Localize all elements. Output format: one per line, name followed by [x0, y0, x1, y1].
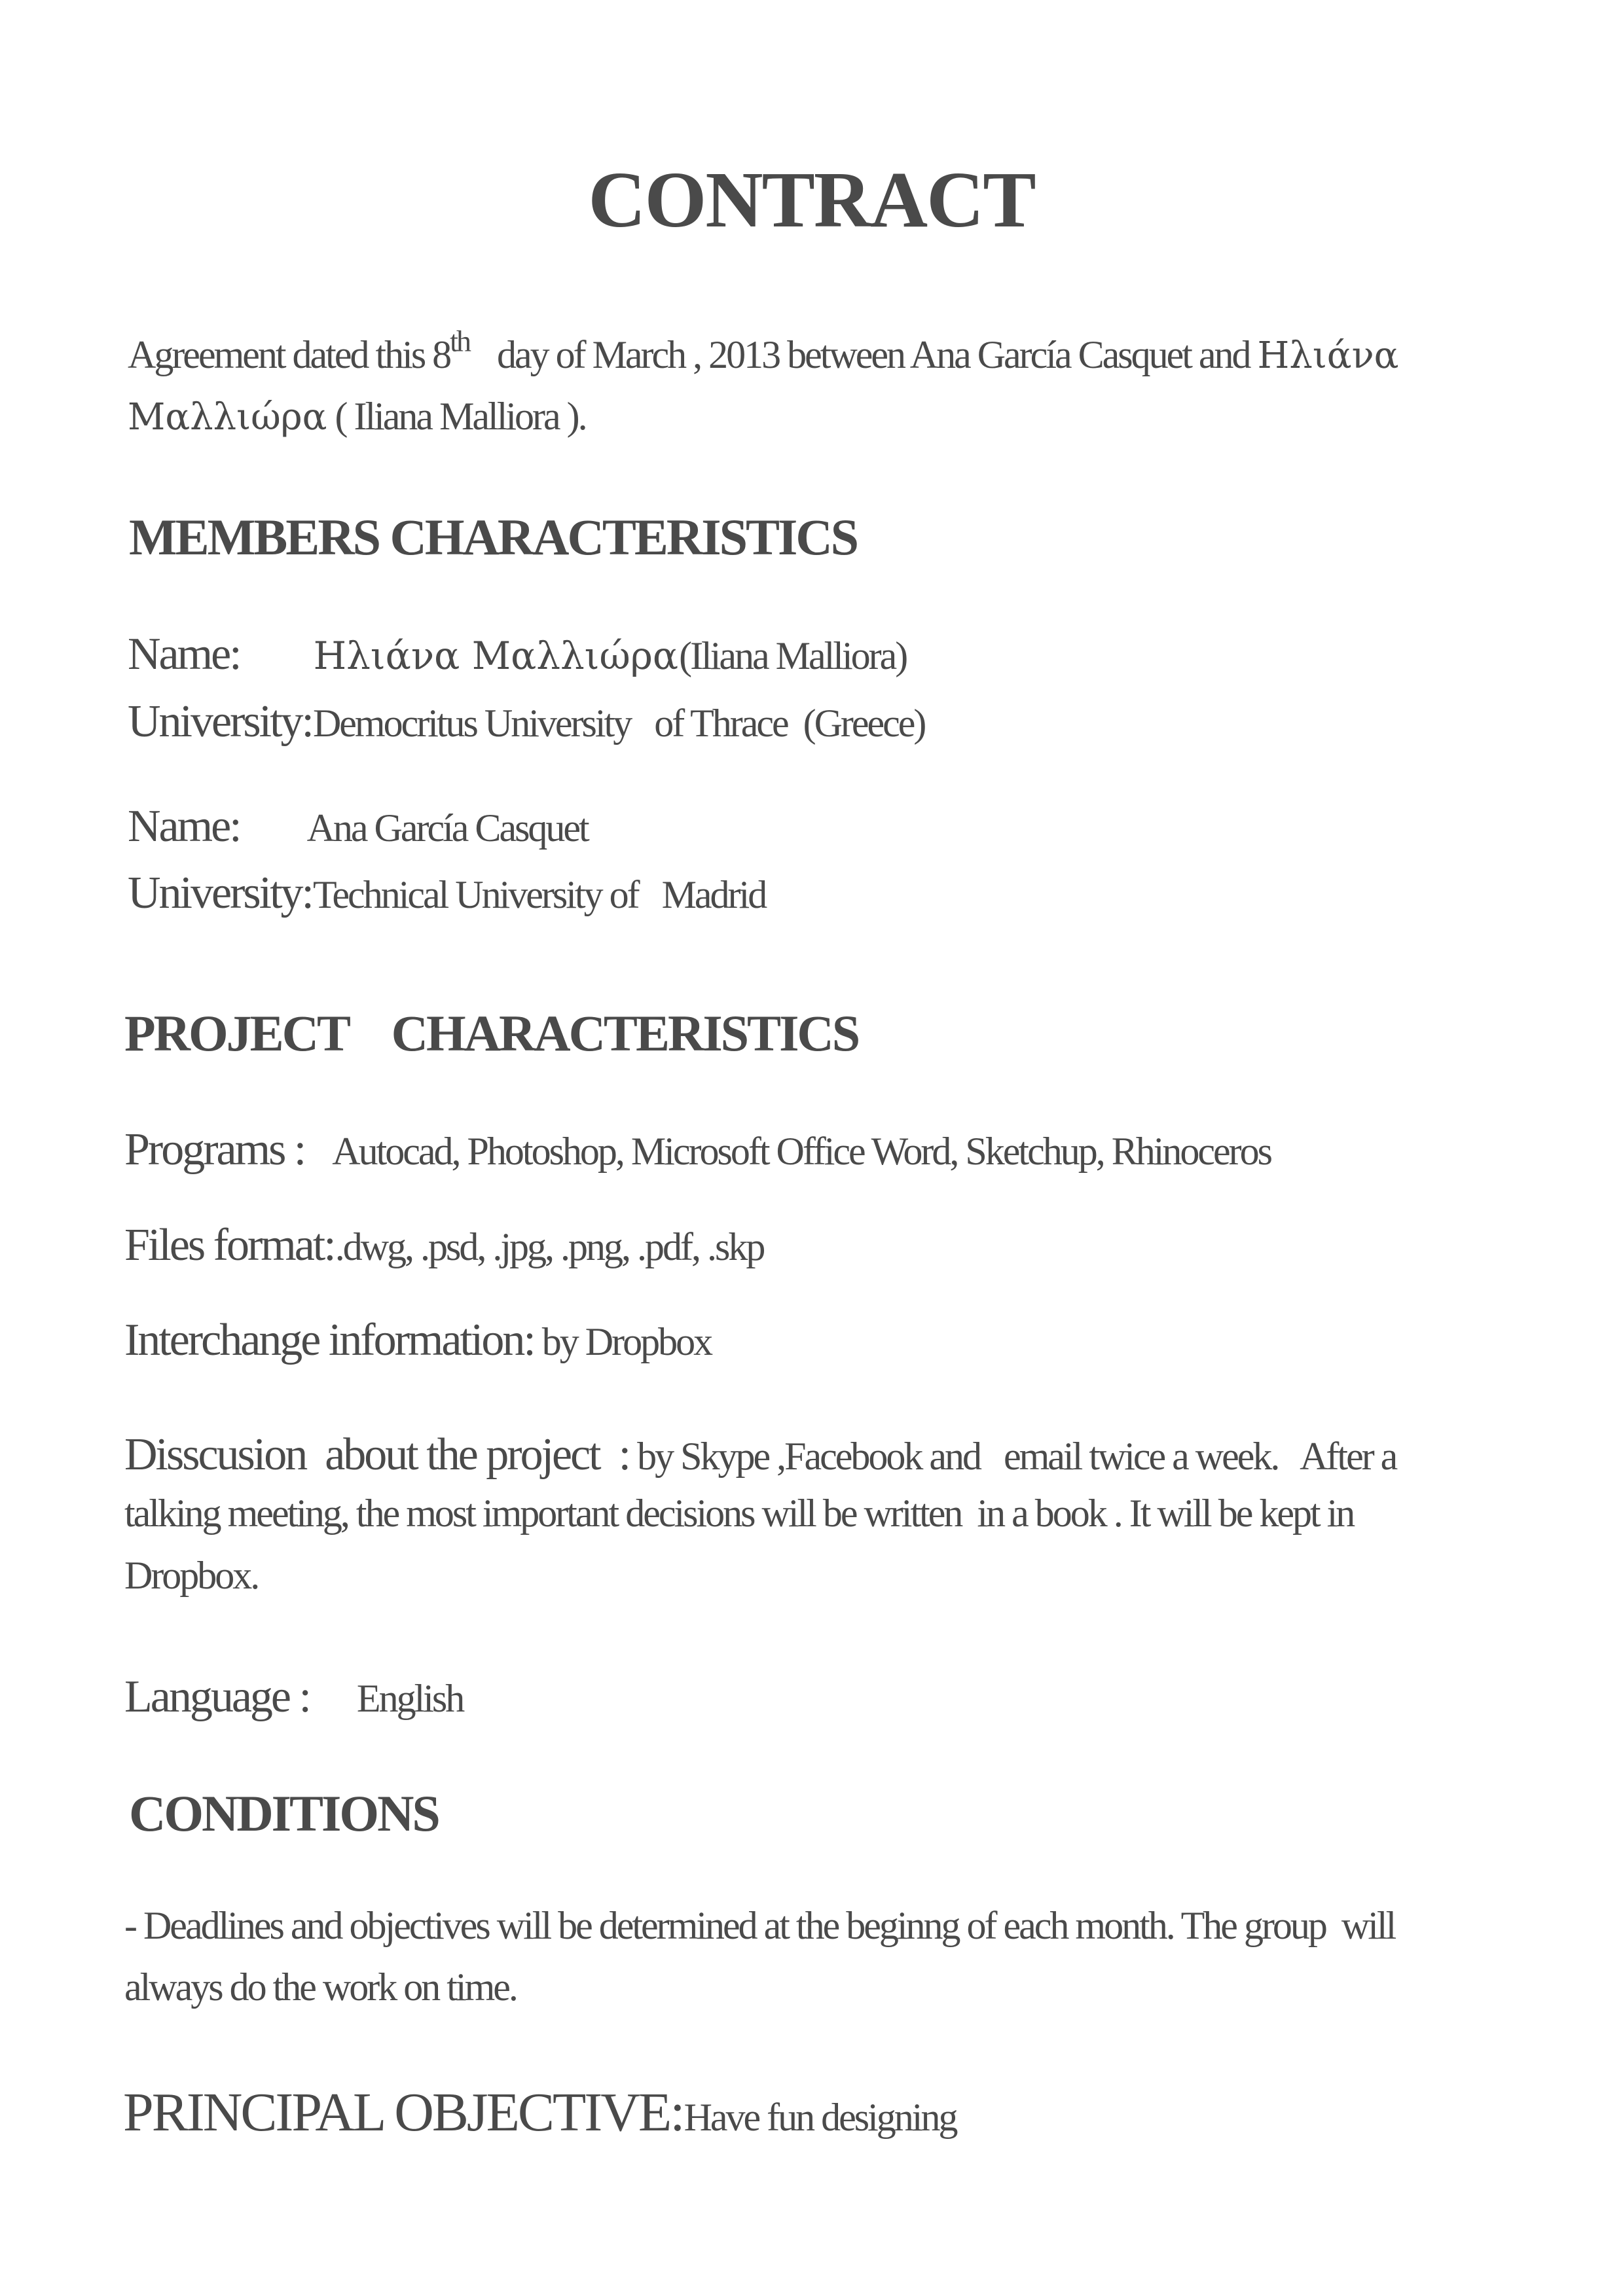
- conditions-heading: CONDITIONS: [129, 1785, 439, 1842]
- agreement-latin-name: ( Iliana Malliora ).: [335, 395, 586, 438]
- conditions-line-1: - Deadlines and objectives will be determined at the beginng of each month. The group will: [124, 1904, 1395, 1947]
- interchange-row: [124, 1315, 712, 1365]
- agreement-mid: day of March , 2013 between Ana García Casquet and: [496, 333, 1250, 376]
- member-1-name-latin: (Iliana Malliora): [679, 634, 907, 677]
- discussion-label: Disscusion about the project :: [124, 1429, 630, 1480]
- conditions-line-2: always do the work on time.: [124, 1965, 517, 2009]
- member-2-name-row: [128, 801, 588, 852]
- files-format-value: .dwg, .psd, .jpg, .png, .pdf, .skp: [335, 1225, 764, 1268]
- agreement-line-1: [128, 324, 1399, 377]
- agreement-day: 8: [432, 333, 450, 376]
- member-1-university-label: University:: [128, 696, 312, 747]
- member-1-university-row: [128, 696, 925, 747]
- agreement-prefix: Agreement dated this: [128, 333, 425, 376]
- page-title: CONTRACT: [588, 156, 1035, 244]
- member-1-name-greek: Ηλιάνα Μαλλιώρα: [313, 634, 679, 678]
- language-value: English: [356, 1677, 464, 1720]
- member-2-university-value: Technical University of Madrid: [312, 873, 766, 916]
- interchange-value: by Dropbox: [541, 1320, 712, 1363]
- agreement-greek-last-name: Μαλλιώρα: [128, 396, 327, 439]
- agreement-line-2: [128, 395, 586, 439]
- language-label: Language :: [124, 1672, 310, 1722]
- programs-value: Autocad, Photoshop, Microsoft Office Word, Sketchup, Rhinoceros: [332, 1130, 1271, 1173]
- files-format-row: [124, 1220, 764, 1270]
- member-2-university-row: [128, 870, 765, 916]
- discussion-value: by Skype ,Facebook and email twice a week. After a: [637, 1435, 1396, 1478]
- member-1-name-label: Name:: [128, 629, 240, 679]
- agreement-ordinal: th: [450, 324, 469, 358]
- discussion-row: [124, 1429, 1396, 1480]
- objective-label: PRINCIPAL OBJECTIVE:: [123, 2082, 684, 2143]
- objective-row: [123, 2082, 957, 2143]
- member-1-university-value: Democritus University of Thrace (Greece): [312, 702, 925, 745]
- files-format-label: Files format:: [124, 1220, 335, 1270]
- agreement-greek-first-name: Ηλιάνα: [1257, 334, 1399, 377]
- members-heading: MEMBERS CHARACTERISTICS: [129, 509, 858, 565]
- language-row: [124, 1674, 463, 1720]
- discussion-line-3: Dropbox.: [124, 1554, 259, 1597]
- member-2-name-label: Name:: [128, 801, 240, 852]
- member-1-name-row: [128, 629, 907, 679]
- programs-label: Programs :: [124, 1124, 305, 1175]
- project-heading: PROJECT CHARACTERISTICS: [124, 1005, 859, 1062]
- discussion-line-2: talking meeting, the most important decisions will be written in a book . It will be kept in: [124, 1492, 1354, 1535]
- interchange-label: Interchange information:: [124, 1315, 534, 1365]
- programs-row: [124, 1124, 1271, 1175]
- member-2-university-label: University:: [128, 868, 312, 918]
- objective-value: Have fun designing: [684, 2096, 957, 2139]
- member-2-name-value: Ana García Casquet: [306, 806, 588, 850]
